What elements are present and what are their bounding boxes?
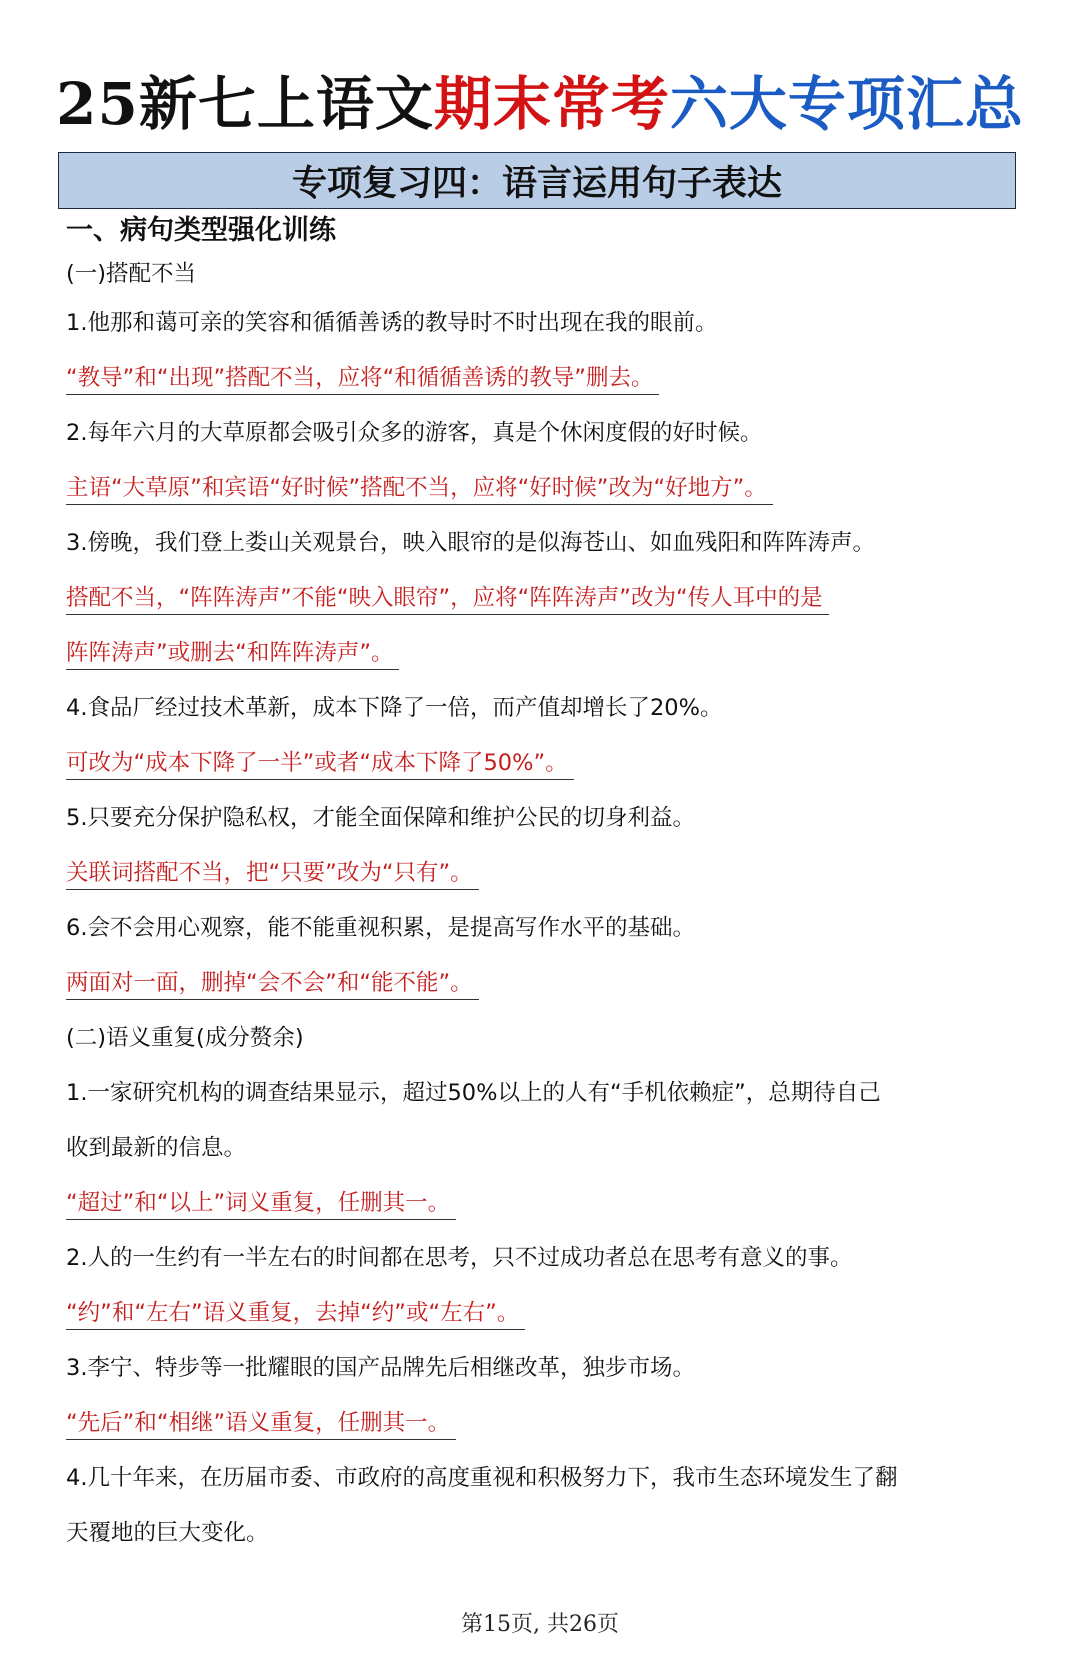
question-1-4: 4.食品厂经过技术革新，成本下降了一倍，而产值却增长了20%。 — [66, 695, 723, 721]
document-title — [0, 64, 1080, 144]
answer-1-3-line1: 搭配不当，“阵阵涛声”不能“映入眼帘”，应将“阵阵涛声”改为“传人耳中的是 — [66, 571, 1016, 626]
answer-1-1: “教导”和“出现”搭配不当，应将“和循循善诱的教导”删去。 — [66, 351, 1016, 406]
section-banner: 专项复习四：语言运用句子表达 — [58, 152, 1016, 209]
answer-2-3: “先后”和“相继”语义重复，任删其一。 — [66, 1396, 1016, 1451]
answer-1-5: 关联词搭配不当，把“只要”改为“只有”。 — [66, 846, 1016, 901]
question-2-1-line1: 1.一家研究机构的调查结果显示，超过50%以上的人有“手机依赖症”，总期待自己 — [66, 1080, 881, 1106]
question-2-4-line1: 4.几十年来，在历届市委、市政府的高度重视和积极努力下，我市生态环境发生了翻 — [66, 1465, 898, 1491]
title-part-exam: 期末常考 — [433, 70, 670, 138]
answer-2-2: “约”和“左右”语义重复，去掉“约”或“左右”。 — [66, 1286, 1016, 1341]
question-2-1-line2: 收到最新的信息。 — [66, 1135, 247, 1161]
question-1-3: 3.傍晚，我们登上娄山关观景台，映入眼帘的是似海苍山、如血残阳和阵阵涛声。 — [66, 530, 875, 556]
answer-1-3-line2: 阵阵涛声”或删去“和阵阵涛声”。 — [66, 626, 1016, 681]
group-heading-redundancy: (二)语义重复(成分赘余) — [66, 1025, 304, 1051]
question-2-4-line2: 天覆地的巨大变化。 — [66, 1520, 269, 1546]
title-part-topics: 六大专项汇总 — [669, 70, 1024, 138]
document-body — [66, 210, 1016, 1561]
answer-1-6: 两面对一面，删掉“会不会”和“能不能”。 — [66, 956, 1016, 1011]
section-heading: 一、病句类型强化训练 — [66, 215, 336, 246]
question-1-5: 5.只要充分保护隐私权，才能全面保障和维护公民的切身利益。 — [66, 805, 695, 831]
question-2-2: 2.人的一生约有一半左右的时间都在思考，只不过成功者总在思考有意义的事。 — [66, 1245, 853, 1271]
page-number: 第15页, 共26页 — [461, 1612, 619, 1637]
answer-1-4: 可改为“成本下降了一半”或者“成本下降了50%”。 — [66, 736, 1016, 791]
question-1-6: 6.会不会用心观察，能不能重视积累，是提高写作水平的基础。 — [66, 915, 695, 941]
answer-1-2: 主语“大草原”和宾语“好时候”搭配不当，应将“好时候”改为“好地方”。 — [66, 461, 1016, 516]
title-part-grade: 25新七上语文 — [56, 70, 434, 138]
answer-2-1: “超过”和“以上”词义重复，任删其一。 — [66, 1176, 1016, 1231]
question-1-2: 2.每年六月的大草原都会吸引众多的游客，真是个休闲度假的好时候。 — [66, 420, 763, 446]
group-heading-collocation: (一)搭配不当 — [66, 261, 197, 287]
question-1-1: 1.他那和蔼可亲的笑容和循循善诱的教导时不时出现在我的眼前。 — [66, 310, 718, 336]
question-2-3: 3.李宁、特步等一批耀眼的国产品牌先后相继改革，独步市场。 — [66, 1355, 695, 1381]
